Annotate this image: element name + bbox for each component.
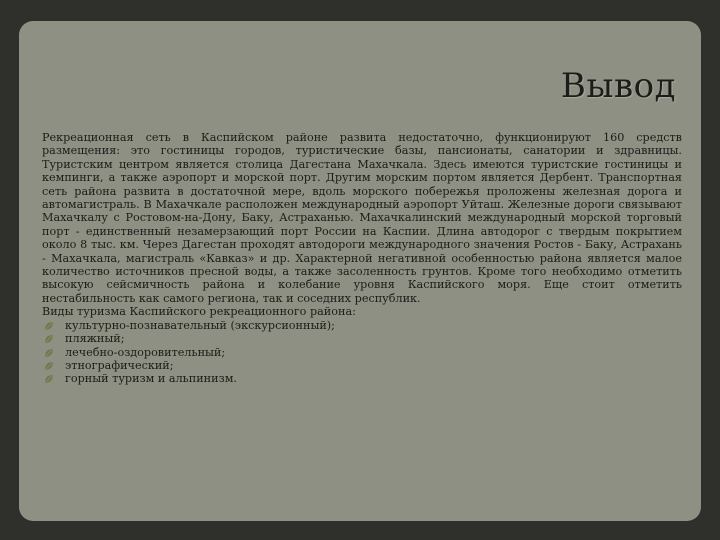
list-item-text: пляжный; [65,332,125,346]
tourism-types-list [42,319,682,386]
list-item [42,346,682,359]
leaf-bullet-icon [44,348,54,358]
body-paragraph: Рекреационная сеть в Каспийском районе развита недостаточно, функционируют 160 средств размещения: это гостиницы городов, туристические базы, пансионаты, санатории и здравницы. Туристским центром является столица Дагестана Махачкала. Здесь имеются туристские гостиницы и кемпинги, а также аэропорт и морской порт. Другим морским портом является Дербент. Транспортная сеть района развита в достаточной мере, вдоль морского побережья проложены железная дорога и автомагистраль. В Махачкале расположен международный аэропорт Уйташ. Железные дороги связывают Махачкалу с Ростовом-на-Дону, Баку, Астраханью. Махачкалинский международный морской торговый порт - единственный незамерзающий порт России на Каспии. Длина автодорог с твердым покрытием около 8 тыс. км. Через Дагестан проходят автодороги международного значения Ростов - Баку, Астрахань - Махачкала, магистраль «Кавказ» и др. Характерной негативной особенностью района является малое количество источников пресной воды, а также засоленность грунтов. Кроме того необходимо отметить высокую сейсмичность района и колебание уровня Каспийского моря. Еще стоит отметить нестабильность как самого региона, так и соседних республик. [42,131,682,305]
list-item-text: этнографический; [65,358,174,372]
slide-body [42,131,682,386]
slide-title: Вывод [560,66,676,106]
leaf-bullet-icon [44,321,54,331]
list-item [42,372,682,385]
list-item-text: горный туризм и альпинизм. [65,372,237,386]
list-intro: Виды туризма Каспийского рекреационного района: [42,305,356,319]
leaf-bullet-icon [44,374,54,384]
list-item-text: культурно-познавательный (экскурсионный); [65,318,335,332]
leaf-bullet-icon [44,334,54,344]
list-item [42,359,682,372]
list-item [42,332,682,345]
leaf-bullet-icon [44,361,54,371]
list-item-text: лечебно-оздоровительный; [65,345,226,359]
list-item [42,319,682,332]
